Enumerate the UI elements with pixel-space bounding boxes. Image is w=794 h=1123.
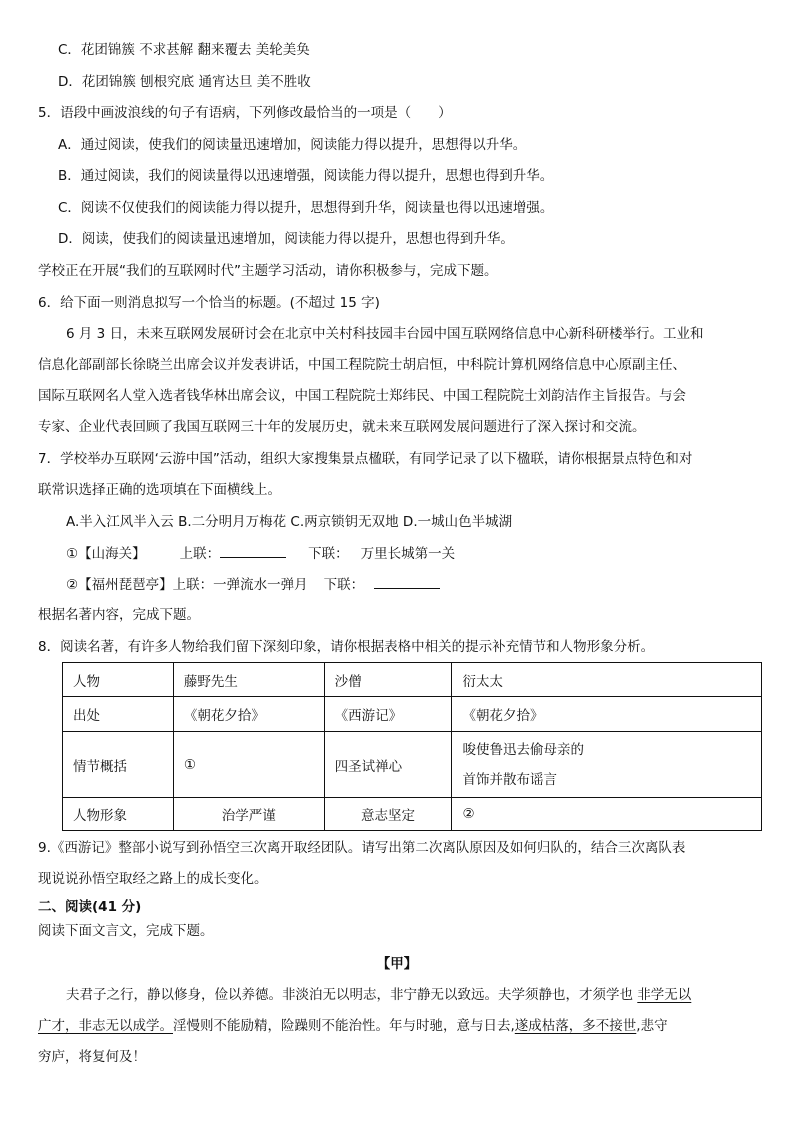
plot-line-2: 首饰并散布谣言 — [462, 771, 557, 788]
underlined-sentence: 非学无以 — [637, 987, 692, 1003]
q5-option-a: A．通过阅读，使我们的阅读量迅速增加，阅读能力得以提升，思想得以升华。 — [58, 137, 527, 153]
table-cell: 《西游记》 — [324, 697, 452, 732]
q7-item-2-lower-label: 下联： — [323, 577, 365, 593]
table-cell: 意志坚定 — [324, 798, 452, 831]
passage-line-2: 广才，非志无以成学。淫慢则不能励精，险躁则不能治性。年与时驰，意与日去,遂成枯落，多不接世,悲守 — [38, 1018, 668, 1034]
q5-option-c: C．阅读不仅使我们的阅读能力得以提升，思想得到升华，阅读量也得以迅速增强。 — [58, 200, 554, 216]
q6-news-line-3: 国际互联网名人堂入选者钱华林出席会议，中国工程院院士郑纬民、中国工程院院士刘韵洁作主旨报告。与会 — [38, 388, 686, 404]
passage-text: 淫慢则不能励精，险躁则不能治性。年与时驰，意与日去 — [173, 1018, 511, 1034]
passage-line-1 — [66, 985, 691, 1005]
passage-heading: 【甲】 — [376, 956, 418, 972]
table-row — [63, 732, 762, 798]
underlined-sentence: 广才，非志无以成学。 — [38, 1018, 173, 1034]
q7-item-2-answer-blank[interactable] — [374, 574, 440, 589]
table-cell: 人物形象 — [63, 798, 174, 831]
underlined-sentence: 遂成枯落，多不接世 — [514, 1018, 637, 1034]
section-2-title: 二、阅读(41 分) — [38, 899, 142, 915]
table-cell: 人物 — [63, 663, 174, 697]
q7-item-1-lower-label: 下联： — [308, 546, 349, 562]
q6-news-line-4: 专家、企业代表回顾了我国互联网三十年的发展历史，就未来互联网发展问题进行了深入探讨和交流。 — [38, 419, 646, 435]
q8-table — [62, 662, 762, 831]
table-cell — [452, 732, 762, 798]
answer-cell-2[interactable]: ② — [452, 798, 762, 831]
answer-cell-1[interactable]: ① — [173, 732, 324, 798]
table-cell: 出处 — [63, 697, 174, 732]
q7-item-1-answer-blank[interactable] — [220, 543, 286, 558]
q5-stem: 5．语段中画波浪线的句子有语病，下列修改最恰当的一项是（ ） — [38, 105, 452, 121]
q7-item-2-label: ②【福州琵琶亭】 — [66, 577, 173, 593]
table-cell: 《朝花夕拾》 — [452, 697, 762, 732]
q7-item-2-upper: 上联：一弹流水一弹月 — [172, 577, 308, 593]
q7-item-1-lower: 万里长城第一关 — [360, 546, 456, 562]
table-cell: 情节概括 — [63, 732, 174, 798]
table-cell: 藤野先生 — [173, 663, 324, 697]
passage-text: 夫君子之行，静以修身，俭以养德。非淡泊无以明志，非宁静无以致远。夫学须静也，才须学也 — [66, 987, 633, 1003]
table-row — [63, 798, 762, 831]
activity-intro: 学校正在开展“我们的互联网时代”主题学习活动，请你积极参与，完成下题。 — [38, 263, 498, 279]
q7-stem-line-1: 7．学校举办互联网‘云游中国”活动，组织大家搜集景点楹联，有同学记录了以下楹联，请你根据景点特色和对 — [38, 451, 693, 467]
q5-option-b: B．通过阅读，我们的阅读量得以迅速增强，阅读能力得以提升，思想也得到升华。 — [58, 168, 554, 184]
q7-item-1-upper-label: 上联： — [179, 546, 221, 562]
q9-line-1: 9.《西游记》整部小说写到孙悟空三次离开取经团队。请写出第二次离队原因及如何归队的，结合三次离队表 — [38, 840, 686, 856]
plot-line-1: 唆使鲁迅去偷母亲的 — [462, 741, 584, 758]
q4-option-d: D．花团锦簇 刨根究底 通宵达旦 美不胜收 — [58, 74, 311, 90]
q9-line-2: 现说说孙悟空取经之路上的成长变化。 — [38, 871, 268, 887]
passage-text: 悲守 — [640, 1018, 668, 1034]
q4-option-c: C．花团锦簇 不求甚解 翻来覆去 美轮美奂 — [58, 42, 310, 58]
q7-item-1 — [66, 543, 455, 564]
table-cell: 治学严谨 — [173, 798, 324, 831]
q7-choices: A.半入江风半入云 B.二分明月万梅花 C.两京锁钥无双地 D.一城山色半城湖 — [66, 514, 513, 530]
section-2-intro: 阅读下面文言文，完成下题。 — [38, 923, 214, 939]
q6-news-line-1: 6 月 3 日，未来互联网发展研讨会在北京中关村科技园丰台园中国互联网络信息中心新科研楼举行。工业和 — [66, 326, 704, 342]
q6-news-line-2: 信息化部副部长徐晓兰出席会议并发表讲话，中国工程院院士胡启恒，中科院计算机网络信息中心原副主任、 — [38, 357, 686, 373]
q5-option-d: D．阅读，使我们的阅读量迅速增加，阅读能力得以提升，思想也得到升华。 — [58, 231, 514, 247]
passage-line-3: 穷庐，将复何及！ — [38, 1049, 146, 1065]
table-row — [63, 697, 762, 732]
q6-stem: 6．给下面一则消息拟写一个恰当的标题。(不超过 15 字) — [38, 295, 380, 311]
table-cell: 《朝花夕拾》 — [173, 697, 324, 732]
table-cell: 四圣试禅心 — [324, 732, 452, 798]
q7-item-1-label: ①【山海关】 — [66, 546, 146, 562]
q7-stem-line-2: 联常识选择正确的选项填在下面横线上。 — [38, 482, 281, 498]
q7-item-2 — [66, 574, 440, 595]
books-intro: 根据名著内容，完成下题。 — [38, 607, 200, 623]
q8-stem: 8．阅读名著，有许多人物给我们留下深刻印象，请你根据表格中相关的提示补充情节和人物形象分析。 — [38, 639, 655, 655]
table-cell: 衍太太 — [452, 663, 762, 697]
table-cell: 沙僧 — [324, 663, 452, 697]
table-row — [63, 663, 762, 697]
